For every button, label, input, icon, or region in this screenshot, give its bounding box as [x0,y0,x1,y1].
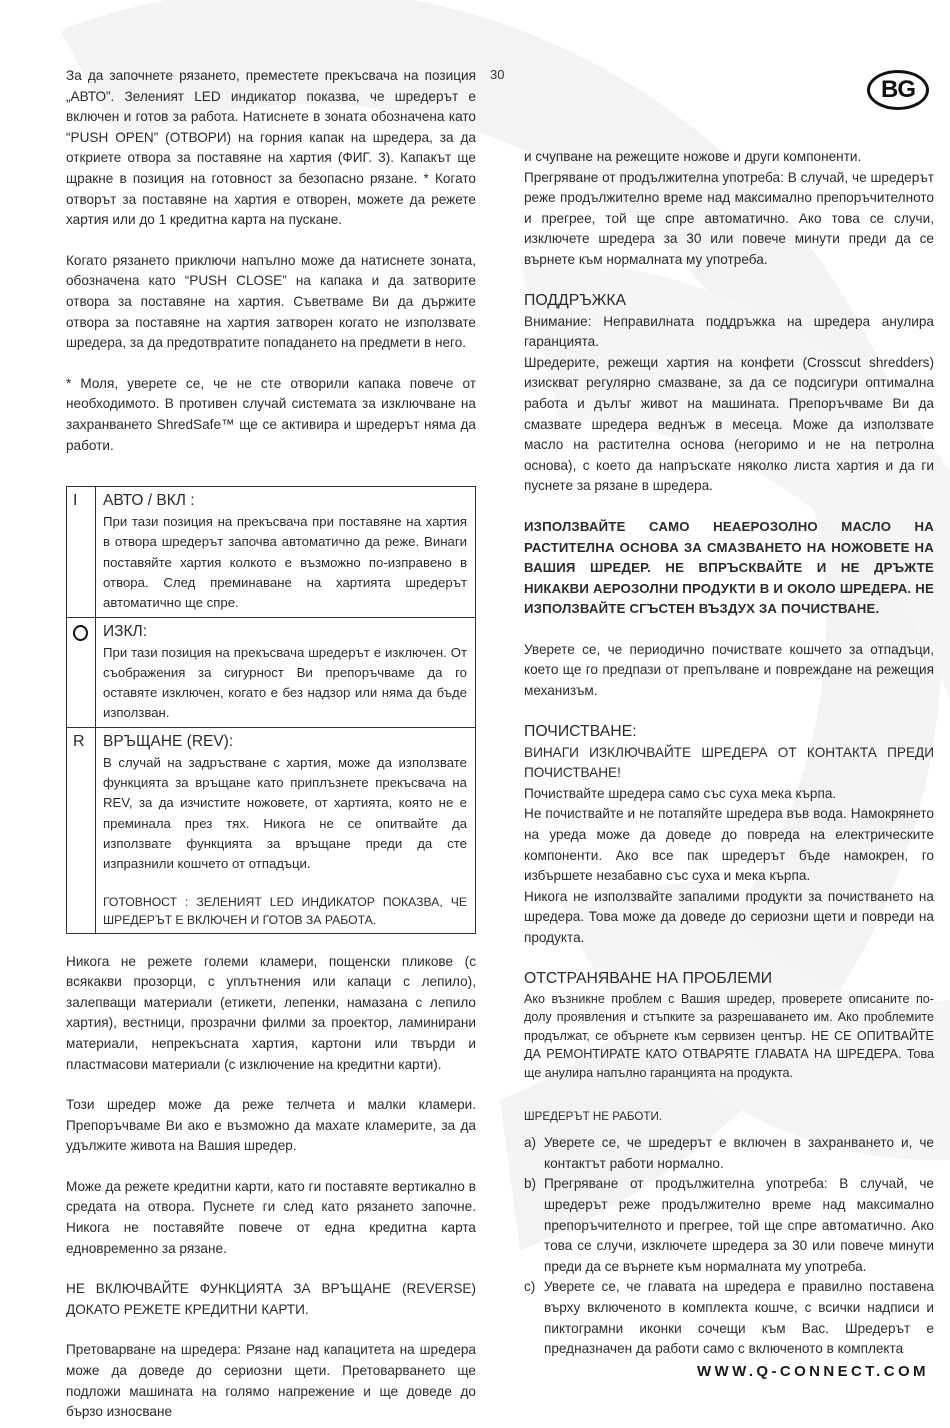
overheat-paragraph: Прегряване от продължителна употреба: В случай, че шредерът реже продължително време над максимално препоръчителното и прегрее, той ще спре автоматично. Ако това се случи, изключете шредера за 30 или повече минути преди да се върнете към нормалната му употреба. [524,169,934,267]
forbidden-materials-paragraph: Никога не режете големи кламери, пощенски пликове (с всякакви прозорци, с уплътнения или капаци с лепило), залепващи материали (етикети, лепенки, намазана с лепило хартия), вестници, прозрачни филми за проектор, ламинирани материали, непрекъсната хартия, картони или твърди и пластмасови материали (с изключение на кредитни карти). [66,953,476,1072]
language-badge: BG [867,70,929,110]
cleaning-flammable: Никога не използвайте запалими продукти за почистването на шредера. Това може да доведе до сериозни щети и повреди на продукта. [524,888,934,945]
troubleshooting-heading: ОТСТРАНЯВАНЕ НА ПРОБЛЕМИ [524,969,773,987]
mode-row-off [67,617,476,727]
troubleshooting-intro: Ако възникне проблем с Вашия шредер, проверете описаните по-долу проявления и стъпките за разрешаването им. Ако проблемите продължат, се обърнете към сервизен център. НЕ СЕ ОПИТВАЙТЕ ДА РЕМОНТИРАТЕ КАТО ОТВАРЯТЕ ГЛАВАТА НА ШРЕДЕРА. Това ще анулира напълно гаранцията на продукта. [524,991,934,1080]
right-column [524,147,934,1360]
troubleshooting-subheading: ШРЕДЕРЪТ НЕ РАБОТИ. [524,1109,663,1123]
lid-warning-paragraph: * Моля, уверете се, че не сте отворили капака повече от необходимото. В противен случай системата за изключване на захранването ShredSafe™ ще се активира и шредерът няма да работи. [66,375,476,453]
mode-symbol-reverse: R [67,727,96,933]
list-item-label: b) [524,1176,537,1192]
mode-title-reverse: ВРЪЩАНЕ (REV): [103,732,234,750]
left-column [66,66,476,1423]
list-item [524,1277,934,1359]
mode-text-auto: При тази позиция на прекъсвача при поставяне на хартия в отвора шредерът започва автоматично да реже. Винаги поставяйте хартия колкото е възможно по-изправено в отвора. След преминаване на хартията шредерът автоматично ще спре. [103,514,467,611]
credit-cards-paragraph: Може да режете кредитни карти, като ги поставяте вертикално в средата на отвора. Пуснете ги след като рязането започне. Никога не поставяйте повече от една кредитна карта едновременно за рязане. [66,1178,476,1256]
troubleshooting-list [524,1133,934,1360]
mode-text-off: При тази позиция на прекъсвача шредерът е изключен. От съображения за сигурност Ви препоръчваме да го оставяте изключен, когато е без надзор или няма да бъде използван. [103,644,467,721]
maintenance-heading: ПОДДРЪЖКА [524,291,627,309]
staples-paragraph: Този шредер може да реже телчета и малки кламери. Препоръчваме Ви ако е възможно да махате кламерите, за да удължите живота на Вашия шредер. [66,1097,476,1154]
mode-symbol-auto: I [67,487,96,617]
closing-paragraph: Когато рязането приключи напълно може да натиснете зоната, обозначена като “PUSH CLOSE” на капака и да затворите отвора за поставяне на хартия. Съветваме Ви да държите отвора за поставяне на хартия затворен когато не използвате шредера, за да предотвратите попадането на предмети в него. [66,252,476,351]
mode-text-reverse: В случай на задръстване с хартия, може да използвате функцията за връщане като приплъзнете прекъсвача на REV, за да изчистите ножовете, от хартията, която не е преминала през тях. Никога не се опитвайте да използвате функцията за връщане преди да сте изпразнили кошчето от отпадъци. [103,754,467,872]
list-item [524,1133,934,1174]
mode-row-reverse [67,727,476,933]
maintenance-warranty: Внимание: Неправилната поддръжка на шредера анулира гаранцията. [524,313,934,350]
cleaning-unplug: ВИНАГИ ИЗКЛЮЧВАЙТЕ ШРЕДЕРА ОТ КОНТАКТА ПРЕДИ ПОЧИСТВАНЕ! [524,744,934,781]
reverse-warning-paragraph: НЕ ВКЛЮЧВАЙТЕ ФУНКЦИЯТА ЗА ВРЪЩАНЕ (REVERSE) ДОКАТО РЕЖЕТЕ КРЕДИТНИ КАРТИ. [66,1281,476,1317]
list-item [524,1174,934,1277]
list-item-label: c) [524,1279,536,1295]
list-item-label: a) [524,1135,537,1151]
cleaning-heading: ПОЧИСТВАНЕ: [524,722,637,740]
bin-cleaning-paragraph: Уверете се, че периодично почиствате кошчето за отпадъци, което ще го предпази от препълване и повреждане на режещия механизъм. [524,641,934,699]
cleaning-water: Не почиствайте и не потапяйте шредера във вода. Намокрянето на уреда може да доведе до повреда на електрическите компоненти. Ако все пак шредерът бъде намокрен, го избършете незабавно със суха и мека кърпа. [524,806,934,884]
maintenance-oiling: Шредерите, режещи хартия на конфети (Crosscut shredders) изискват регулярно смазване, за да се подсигури оптимална работа и дълъг живот на машината. Препоръчваме Ви да смазвате шредера веднъж в месеца. Може да използвате масло на растителна основа (негоримо и не на петролна основа), с което да напръскате няколко листа хартия и да ги пуснете за рязане в шредера. [524,354,934,494]
mode-title-off: ИЗКЛ: [103,622,148,640]
list-item-text: Прегряване от продължителна употреба: В случай, че шредерът реже продължително време над максимално препоръчителното и прегрее, той ще спре автоматично. Ако това се случи, изключете шредера за 30 или повече минути преди да се върнете към нормалната му употреба. [544,1176,934,1274]
cleaning-cloth: Почиствайте шредера само със суха мека кърпа. [524,785,837,801]
footer-website-link[interactable]: WWW.Q-CONNECT.COM [697,1363,929,1380]
list-item-text: Уверете се, че главата на шредера е правилно поставена върху включеното в комплекта кошче, с всички надписи и пиктограмни иконки сочещи към Вас. Шредерът е предназначен да работи само с включеното в комплекта [544,1279,934,1357]
mode-row-auto [67,487,476,617]
intro-paragraph: За да започнете рязането, преместете прекъсвача на позиция „АВТО”. Зеленият LED индикатор показва, че шредерът е включен и готов за работа. Натиснете в зоната обозначена като “PUSH OPEN” (ОТВОРИ) на горния капак на шредера, за да откриете отвора за поставяне на хартия (ФИГ. 3). Капакът ще щракне в позиция на готовност за безопасно рязане. * Когато отворът за поставяне на хартия е отворен, можете да режете хартия или до 1 кредитна карта на пускане. [66,68,476,228]
switch-modes-table [66,486,476,933]
mode-title-auto: АВТО / ВКЛ : [103,492,195,510]
page-number: 30 [490,67,505,82]
ready-indicator-note: ГОТОВНОСТ : ЗЕЛЕНИЯТ LED ИНДИКАТОР ПОКАЗВА, ЧЕ ШРЕДЕРЪТ Е ВКЛЮЧЕН И ГОТОВ ЗА РАБОТА. [103,894,467,928]
list-item-text: Уверете се, че шредерът е включен в захранването и, че контактът работи нормално. [544,1135,934,1171]
oil-warning: ИЗПОЛЗВАЙТЕ САМО НЕАЕРОЗОЛНО МАСЛО НА РАСТИТЕЛНА ОСНОВА ЗА СМАЗВАНЕТО НА НОЖОВЕТЕ НА ВАШИЯ ШРЕДЕР. НЕ ВПРЪСКВАЙТЕ И НЕ ДРЪЖТЕ НИКАКВИ АЕРОЗОЛНИ ПРОДУКТИ В И ОКОЛО ШРЕДЕРА. НЕ ИЗПОЛЗВАЙТЕ СГЪСТЕН ВЪЗДУХ ЗА ПОЧИСТВАНЕ. [524,518,934,617]
overload-paragraph: Претоварване на шредера: Рязане над капацитета на шредера може да доведе до сериозни щети. Претоварването ще подложи машината на голямо напрежение и ще доведе до бързо износване [66,1342,476,1420]
continuation-paragraph: и счупване на режещите ножове и други компоненти. [524,149,862,164]
off-circle-icon [73,625,88,641]
